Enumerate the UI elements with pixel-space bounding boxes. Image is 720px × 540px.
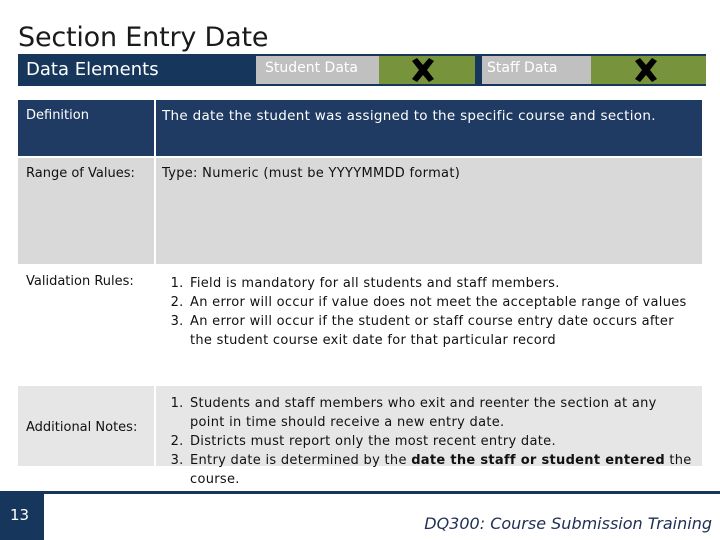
list-item: 1. Field is mandatory for all students and staff members. xyxy=(188,274,692,293)
footer-title: DQ300: Course Submission Training xyxy=(424,514,712,533)
footer-divider xyxy=(0,491,720,494)
note-text: the course. xyxy=(190,453,692,487)
definition-value: The date the student was assigned to the specific course and section. xyxy=(156,100,702,156)
range-value: Type: Numeric (must be YYYYMMDD format) xyxy=(156,158,702,264)
list-item: 3. An error will occur if the student or staff course entry date occurs after the student course exit date for that particular record xyxy=(188,312,692,350)
slide-title: Section Entry Date xyxy=(18,22,269,53)
definition-row xyxy=(18,100,702,156)
list-item xyxy=(188,451,692,489)
validation-list xyxy=(162,274,692,350)
definition-label: Definition xyxy=(18,100,154,156)
notes-row xyxy=(18,386,702,487)
data-elements-label: Data Elements xyxy=(26,59,159,80)
validation-label: Validation Rules: xyxy=(18,266,154,384)
note-emphasis: date the staff or student entered xyxy=(411,453,665,468)
staff-data-label: Staff Data xyxy=(487,60,558,76)
list-item: 2. Districts must report only the most recent entry date. xyxy=(188,432,692,451)
notes-value xyxy=(156,386,702,487)
page-number: 13 xyxy=(10,506,30,524)
data-elements-header xyxy=(18,54,706,86)
student-data-label: Student Data xyxy=(265,60,358,76)
staff-x-mark-icon xyxy=(631,56,661,84)
student-x-mark-icon xyxy=(408,56,438,84)
range-row xyxy=(18,158,702,264)
data-element-table xyxy=(18,100,702,487)
notes-label: Additional Notes: xyxy=(18,386,154,466)
note-text: Entry date is determined by the xyxy=(190,453,412,468)
notes-list xyxy=(162,394,692,489)
page-number-box xyxy=(0,492,44,540)
list-item: 2. An error will occur if value does not meet the acceptable range of values xyxy=(188,293,692,312)
validation-row xyxy=(18,266,702,384)
validation-value xyxy=(156,266,702,384)
range-label: Range of Values: xyxy=(18,158,154,264)
list-item: 1. Students and staff members who exit and reenter the section at any point in time should receive a new entry date. xyxy=(188,394,692,432)
